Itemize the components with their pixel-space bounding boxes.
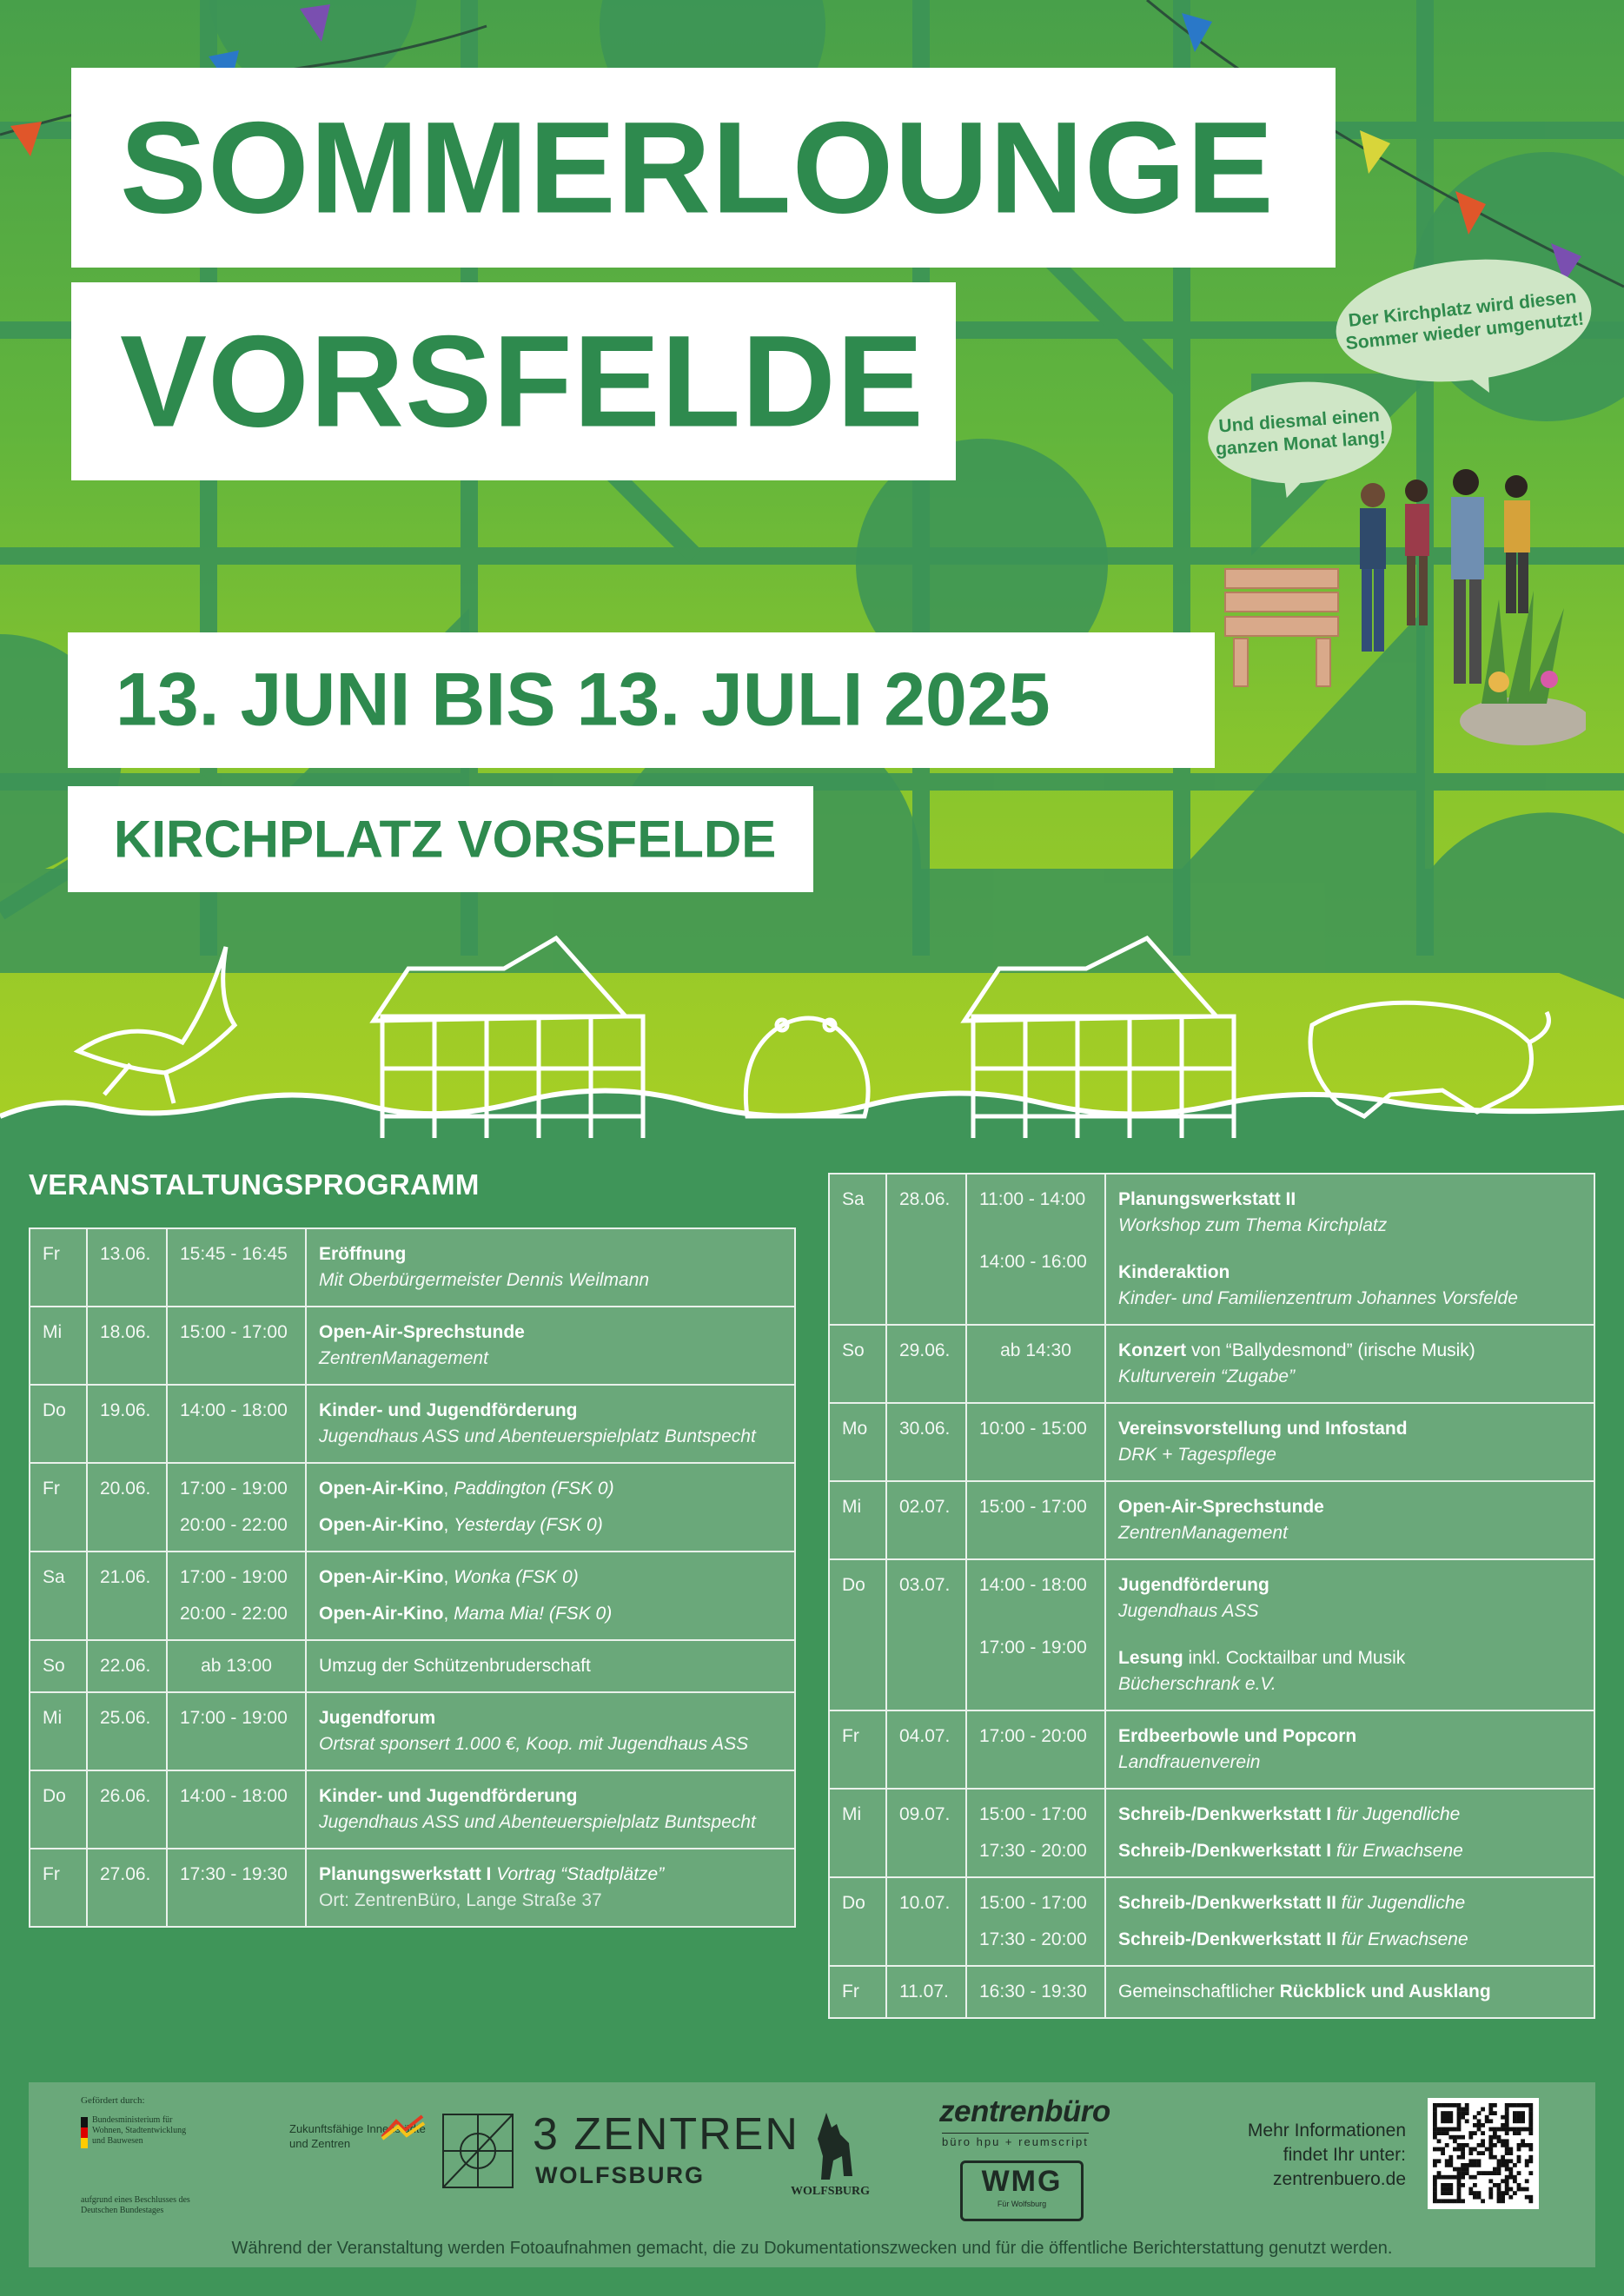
ministry-name: Bundesministerium für Wohnen, Stadtentwicklung und Bauwesen (92, 2115, 187, 2146)
wolfsburg-label: WOLFSBURG (791, 2185, 871, 2198)
event-detail: Mama Mia! (FSK 0) (454, 1604, 613, 1624)
program-row (829, 1325, 1594, 1403)
website-link[interactable]: zentrenbuero.de (1273, 2169, 1406, 2189)
event-sep: , (443, 1604, 454, 1624)
event-day: So (829, 1325, 886, 1403)
event-text: Umzug der Schützenbruderschaft (319, 1656, 591, 1676)
event-organizer: Mit Oberbürgermeister Dennis Weilmann (319, 1270, 650, 1290)
event-line (319, 1241, 782, 1267)
time-slot: 14:00 - 18:00 (180, 1400, 288, 1420)
event-title: Open-Air-Kino (319, 1515, 444, 1535)
event-prefix: Gemeinschaftlicher (1118, 1982, 1280, 2002)
event-detail: für Jugendliche (1336, 1804, 1461, 1824)
program-row (30, 1692, 795, 1770)
event-entry (1118, 1724, 1581, 1776)
time-slot: 10:00 - 15:00 (979, 1419, 1087, 1439)
event-day: Do (829, 1559, 886, 1710)
event-title: Open-Air-Kino (319, 1604, 444, 1624)
event-entry (1118, 1802, 1581, 1828)
event-day: Mi (30, 1307, 87, 1385)
bundestag-decision: aufgrund eines Beschlusses des Deutschen Bundestages (81, 2195, 190, 2215)
time-slot: 17:00 - 19:00 (180, 1567, 288, 1587)
event-detail: Yesterday (FSK 0) (454, 1515, 603, 1535)
event-line (319, 1476, 782, 1502)
event-organizer: Kinder- und Familienzentrum Johannes Vorsfelde (1118, 1288, 1518, 1308)
time-slot: 14:00 - 16:00 (979, 1252, 1087, 1272)
event-entry (1118, 1572, 1581, 1624)
event-day: Do (30, 1385, 87, 1463)
event-line (1118, 1927, 1581, 1953)
photo-disclaimer: Während der Veranstaltung werden Fotoaufnahmen gemacht, die zu Dokumentationszwecken und für die öffentliche Berichterstattung genutzt werden. (231, 2239, 1393, 2258)
event-title: Jugendforum (319, 1708, 436, 1728)
title-line1: SOMMERLOUNGE (120, 94, 1275, 241)
event-line (319, 1705, 782, 1731)
event-dates: 13. JUNI BIS 13. JULI 2025 (116, 658, 1051, 742)
time-slot: 17:00 - 19:00 (180, 1479, 288, 1499)
event-details (306, 1307, 795, 1385)
event-entry (319, 1512, 782, 1538)
event-title: Schreib-/Denkwerkstatt I (1118, 1804, 1332, 1824)
time-slot: 14:00 - 18:00 (180, 1786, 288, 1806)
event-title: Planungswerkstatt I (319, 1864, 492, 1884)
event-line (1118, 1338, 1581, 1364)
event-title: Planungswerkstatt II (1118, 1189, 1296, 1209)
event-organizer: Bücherschrank e.V. (1118, 1674, 1276, 1694)
event-text: inkl. Cocktailbar und Musik (1188, 1648, 1406, 1668)
event-title: Vereinsvorstellung und Infostand (1118, 1419, 1408, 1439)
event-date: 09.07. (886, 1789, 966, 1877)
zukunft-logo-icon (381, 2114, 426, 2141)
event-title: Open-Air-Sprechstunde (319, 1322, 525, 1342)
title-box-line1 (71, 68, 1336, 268)
event-organizer: DRK + Tagespflege (1118, 1445, 1276, 1465)
event-date: 29.06. (886, 1325, 966, 1403)
program-row (829, 1789, 1594, 1877)
event-day: Fr (829, 1710, 886, 1789)
event-day: Mi (829, 1481, 886, 1559)
time-slot: 15:00 - 17:00 (180, 1322, 288, 1342)
event-date: 03.07. (886, 1559, 966, 1710)
event-detail: für Jugendliche (1341, 1893, 1466, 1913)
event-details (306, 1692, 795, 1770)
event-day: Mi (829, 1789, 886, 1877)
event-day: Sa (829, 1174, 886, 1325)
event-line (319, 1565, 782, 1591)
program-row (829, 1877, 1594, 1966)
event-times (966, 1789, 1105, 1877)
footer-sponsors (29, 2082, 1595, 2267)
event-date: 11.07. (886, 1966, 966, 2018)
event-date: 10.07. (886, 1877, 966, 1966)
event-entry (1118, 1260, 1581, 1312)
event-title: Eröffnung (319, 1244, 407, 1264)
qr-code-icon[interactable] (1428, 2098, 1539, 2209)
time-slot: 15:00 - 17:00 (979, 1497, 1087, 1517)
title-line2: VORSFELDE (120, 308, 925, 454)
event-times (167, 1849, 306, 1927)
event-line (1118, 1724, 1581, 1750)
event-title: Konzert (1118, 1340, 1187, 1360)
event-title: Lesung (1118, 1648, 1183, 1668)
event-title: Schreib-/Denkwerkstatt II (1118, 1929, 1336, 1949)
event-day: Fr (829, 1966, 886, 2018)
event-day: Fr (30, 1228, 87, 1307)
3-zentren-city: WOLFSBURG (535, 2162, 705, 2188)
time-slot: 17:00 - 19:00 (180, 1708, 288, 1728)
program-row (829, 1403, 1594, 1481)
program-row (30, 1385, 795, 1463)
program-table-right (828, 1173, 1595, 2019)
event-date: 26.06. (87, 1770, 167, 1849)
event-date: 27.06. (87, 1849, 167, 1927)
wolf-logo-icon (811, 2108, 863, 2187)
event-title: Kinder- und Jugendförderung (319, 1400, 578, 1420)
event-entry (1118, 1645, 1581, 1697)
event-organizer: ZentrenManagement (319, 1348, 488, 1368)
program-row (30, 1463, 795, 1552)
zukunft-label: Zukunftsfähige Innenstädte und Zentren (289, 2122, 426, 2150)
event-line (319, 1783, 782, 1810)
german-flag-icon (81, 2117, 88, 2148)
program-row (829, 1710, 1594, 1789)
event-title: Schreib-/Denkwerkstatt II (1118, 1893, 1336, 1913)
event-sep: , (443, 1479, 454, 1499)
event-details (1105, 1174, 1594, 1325)
event-entry (1118, 1890, 1581, 1916)
event-organizer: Jugendhaus ASS (1118, 1601, 1259, 1621)
event-details (1105, 1877, 1594, 1966)
event-day: Fr (30, 1849, 87, 1927)
program-row (829, 1559, 1594, 1710)
time-slot: 20:00 - 22:00 (180, 1604, 288, 1624)
event-day: So (30, 1640, 87, 1692)
time-slot: 20:00 - 22:00 (180, 1515, 288, 1535)
event-organizer: Jugendhaus ASS und Abenteuerspielplatz Buntspecht (319, 1426, 756, 1446)
program-right-body (829, 1174, 1594, 2018)
event-organizer: Workshop zum Thema Kirchplatz (1118, 1215, 1388, 1235)
event-details (1105, 1481, 1594, 1559)
event-date: 22.06. (87, 1640, 167, 1692)
event-line (319, 1320, 782, 1346)
event-entry (1118, 1338, 1581, 1390)
event-title: Open-Air-Sprechstunde (1118, 1497, 1324, 1517)
event-details (306, 1640, 795, 1692)
event-line (319, 1398, 782, 1424)
event-details (306, 1228, 795, 1307)
event-details (306, 1849, 795, 1927)
event-detail: für Erwachsene (1336, 1841, 1463, 1861)
event-date: 02.07. (886, 1481, 966, 1559)
event-entry (1118, 1187, 1581, 1239)
time-slot: 17:00 - 19:00 (979, 1638, 1087, 1657)
event-entry (319, 1862, 782, 1914)
time-slot: 17:30 - 20:00 (979, 1841, 1087, 1861)
event-times (167, 1385, 306, 1463)
event-times (167, 1552, 306, 1640)
event-times (966, 1559, 1105, 1710)
event-title: Kinder- und Jugendförderung (319, 1786, 578, 1806)
wmg-logo: WMG Für Wolfsburg (960, 2160, 1084, 2221)
event-entry (1118, 1416, 1581, 1468)
event-date: 28.06. (886, 1174, 966, 1325)
time-slot: 17:30 - 19:30 (180, 1864, 288, 1884)
event-organizer: Landfrauenverein (1118, 1752, 1261, 1772)
event-times (966, 1966, 1105, 2018)
event-times (966, 1325, 1105, 1403)
event-entry (1118, 1927, 1581, 1953)
event-date: 21.06. (87, 1552, 167, 1640)
event-details (1105, 1966, 1594, 2018)
event-details (306, 1552, 795, 1640)
program-table-left (29, 1227, 796, 1928)
event-entry (319, 1565, 782, 1591)
event-date: 25.06. (87, 1692, 167, 1770)
event-sep: , (443, 1515, 454, 1535)
event-times (966, 1403, 1105, 1481)
event-line (319, 1512, 782, 1538)
event-title: Open-Air-Kino (319, 1567, 444, 1587)
time-slot: 16:30 - 19:30 (979, 1982, 1087, 2002)
event-entry (1118, 1494, 1581, 1546)
program-row (30, 1552, 795, 1640)
3-zentren-logo-icon (441, 2113, 515, 2191)
event-date: 04.07. (886, 1710, 966, 1789)
event-title: Open-Air-Kino (319, 1479, 444, 1499)
event-times (167, 1228, 306, 1307)
dates-box (68, 632, 1215, 768)
event-title: Erdbeerbowle und Popcorn (1118, 1726, 1357, 1746)
speech-bubble-2: Und diesmal einen ganzen Monat lang! (1204, 376, 1395, 490)
program-row (30, 1849, 795, 1927)
event-line (1118, 1260, 1581, 1286)
event-date: 13.06. (87, 1228, 167, 1307)
event-date: 19.06. (87, 1385, 167, 1463)
event-line (1118, 1494, 1581, 1520)
event-times (167, 1463, 306, 1552)
program-row (829, 1481, 1594, 1559)
time-slot: 15:00 - 17:00 (979, 1804, 1087, 1824)
time-slot: 11:00 - 14:00 (979, 1189, 1086, 1209)
event-organizer: Ortsrat sponsert 1.000 €, Koop. mit Jugendhaus ASS (319, 1734, 749, 1754)
location-box (68, 786, 813, 892)
event-title: Kinderaktion (1118, 1262, 1230, 1282)
event-detail: Paddington (FSK 0) (454, 1479, 614, 1499)
event-line (319, 1601, 782, 1627)
event-times (966, 1710, 1105, 1789)
event-times (167, 1692, 306, 1770)
event-line (1118, 1187, 1581, 1213)
event-location: KIRCHPLATZ VORSFELDE (114, 810, 777, 869)
program-row (30, 1307, 795, 1385)
event-day: Do (30, 1770, 87, 1849)
event-times (167, 1770, 306, 1849)
time-slot: 15:00 - 17:00 (979, 1893, 1087, 1913)
event-organizer: Jugendhaus ASS und Abenteuerspielplatz Buntspecht (319, 1812, 756, 1832)
event-detail: Wonka (FSK 0) (454, 1567, 579, 1587)
time-slot: 17:30 - 20:00 (979, 1929, 1087, 1949)
event-entry (319, 1476, 782, 1502)
people-photo (1221, 452, 1586, 747)
event-entry (1118, 1838, 1581, 1864)
event-details (1105, 1325, 1594, 1403)
program-heading: VERANSTALTUNGSPROGRAMM (29, 1168, 480, 1201)
zentrenbuero-logo: zentrenbüro (939, 2094, 1110, 2128)
event-day: Do (829, 1877, 886, 1966)
event-line (1118, 1838, 1581, 1864)
event-line (1118, 1979, 1581, 2005)
hero-banner (0, 0, 1624, 1138)
event-times (167, 1307, 306, 1385)
event-entry (319, 1241, 782, 1294)
time-slot: ab 14:30 (1000, 1340, 1071, 1360)
event-details (1105, 1403, 1594, 1481)
event-detail: für Erwachsene (1341, 1929, 1468, 1949)
event-details (306, 1770, 795, 1849)
event-date: 20.06. (87, 1463, 167, 1552)
program-row (829, 1174, 1594, 1325)
event-times (966, 1877, 1105, 1966)
event-date: 18.06. (87, 1307, 167, 1385)
time-slot: 17:00 - 20:00 (979, 1726, 1087, 1746)
event-title: Rückblick und Ausklang (1279, 1982, 1491, 2002)
event-line (1118, 1890, 1581, 1916)
program-row (829, 1966, 1594, 2018)
event-line (319, 1653, 782, 1679)
program-row (30, 1640, 795, 1692)
event-entry (319, 1653, 782, 1679)
event-details (306, 1463, 795, 1552)
event-entry (319, 1705, 782, 1757)
event-detail: Vortrag “Stadtplätze” (496, 1864, 665, 1884)
town-silhouette (0, 921, 1624, 1138)
event-entry (319, 1601, 782, 1627)
event-entry (319, 1398, 782, 1450)
time-slot: 15:45 - 16:45 (180, 1244, 288, 1264)
3-zentren-title: 3 ZENTREN (533, 2109, 799, 2160)
event-sep: , (443, 1567, 454, 1587)
time-slot: ab 13:00 (201, 1656, 272, 1676)
event-line (1118, 1416, 1581, 1442)
event-entry (319, 1320, 782, 1372)
event-times (167, 1640, 306, 1692)
event-title: Schreib-/Denkwerkstatt I (1118, 1841, 1332, 1861)
funded-by-label: Gefördert durch: (81, 2095, 145, 2106)
time-slot: 14:00 - 18:00 (979, 1575, 1087, 1595)
event-times (966, 1174, 1105, 1325)
title-box-line2 (71, 282, 956, 480)
event-date: 30.06. (886, 1403, 966, 1481)
event-line (1118, 1572, 1581, 1598)
speech-bubble-1: Der Kirchplatz wird diesen Sommer wieder umgenutzt! (1330, 248, 1598, 394)
event-title: Jugendförderung (1118, 1575, 1269, 1595)
event-details (1105, 1559, 1594, 1710)
event-organizer: ZentrenManagement (1118, 1523, 1288, 1543)
event-entry (319, 1783, 782, 1836)
zentrenbuero-sub: büro hpu + reumscript (942, 2133, 1089, 2148)
event-details (306, 1385, 795, 1463)
event-day: Mo (829, 1403, 886, 1481)
event-day: Fr (30, 1463, 87, 1552)
event-details (1105, 1710, 1594, 1789)
event-text: von “Ballydesmond” (irische Musik) (1191, 1340, 1475, 1360)
program-left-body (30, 1228, 795, 1927)
event-line (319, 1862, 782, 1888)
event-venue: Ort: ZentrenBüro, Lange Straße 37 (319, 1890, 602, 1910)
event-line (1118, 1645, 1581, 1671)
event-details (1105, 1789, 1594, 1877)
event-organizer: Kulturverein “Zugabe” (1118, 1366, 1296, 1386)
program-row (30, 1770, 795, 1849)
event-line (1118, 1802, 1581, 1828)
program-row (30, 1228, 795, 1307)
event-day: Sa (30, 1552, 87, 1640)
more-info: Mehr Informationen findet Ihr unter: zentrenbuero.de (1180, 2119, 1406, 2192)
event-times (966, 1481, 1105, 1559)
event-entry (1118, 1979, 1581, 2005)
event-day: Mi (30, 1692, 87, 1770)
